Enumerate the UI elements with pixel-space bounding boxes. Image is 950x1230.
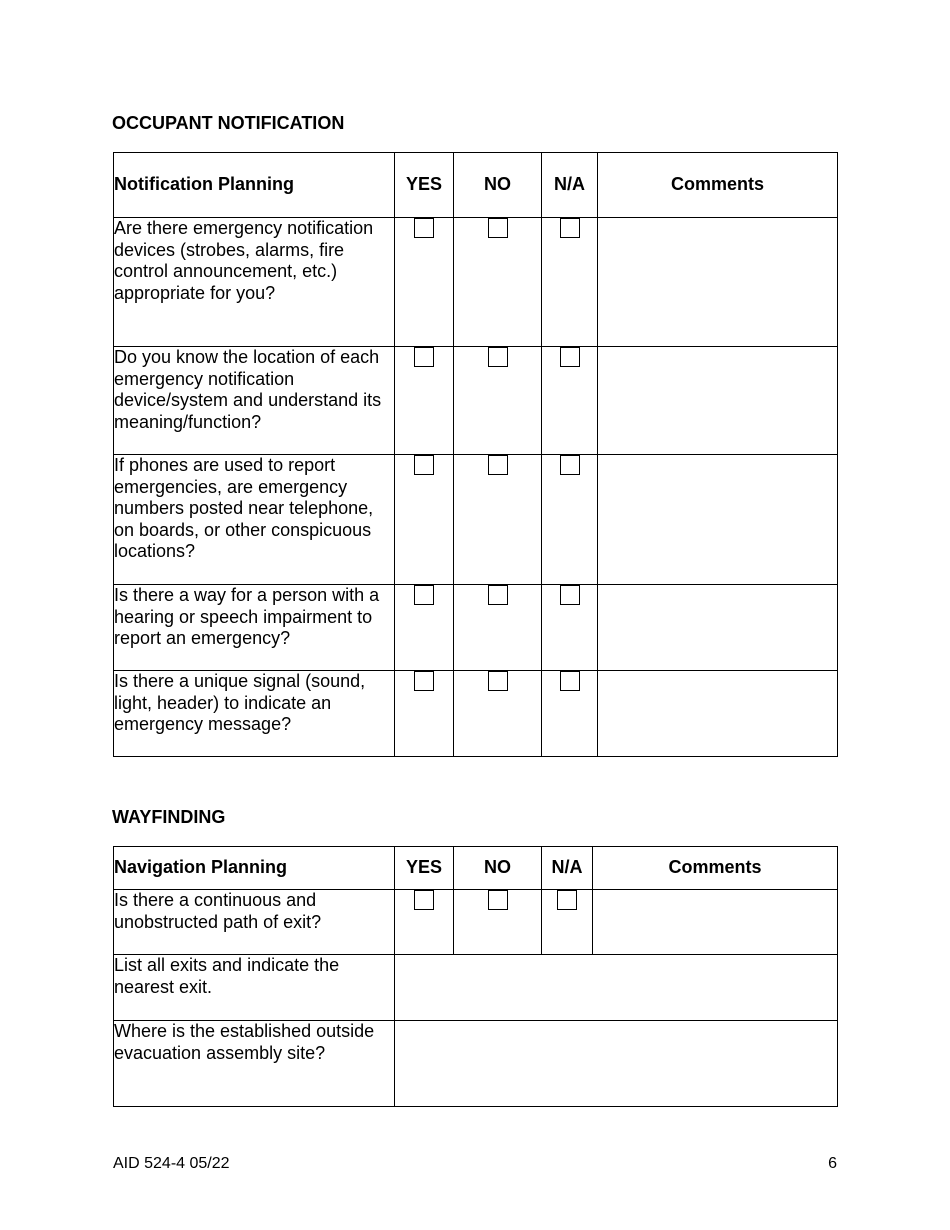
yes-cell [395,347,454,455]
comments-cell[interactable] [598,585,838,671]
na-cell [542,585,598,671]
na-checkbox[interactable] [557,890,577,910]
no-checkbox[interactable] [488,218,508,238]
column-header-no: NO [454,847,542,890]
column-header-comments: Comments [593,847,838,890]
yes-cell [395,455,454,585]
yes-cell [395,671,454,757]
form-identifier: AID 524-4 05/22 [113,1155,230,1172]
column-header-no: NO [454,153,542,218]
table-header-row [114,153,838,218]
column-header-comments: Comments [598,153,838,218]
no-checkbox[interactable] [488,455,508,475]
yes-cell [395,890,454,955]
no-checkbox[interactable] [488,890,508,910]
table-row [114,955,838,1021]
na-cell [542,218,598,347]
question-text: If phones are used to report emergencies, are emergency numbers posted near telephone, on boards, or other conspicuous locations? [114,455,395,585]
yes-checkbox[interactable] [414,890,434,910]
no-cell [454,218,542,347]
na-checkbox[interactable] [560,218,580,238]
question-text: Where is the established outside evacuation assembly site? [114,1021,395,1107]
no-checkbox[interactable] [488,347,508,367]
na-checkbox[interactable] [560,455,580,475]
yes-cell [395,218,454,347]
no-checkbox[interactable] [488,585,508,605]
column-header-navigation-planning: Navigation Planning [114,847,395,890]
no-cell [454,890,542,955]
table-row [114,1021,838,1107]
question-text: Is there a way for a person with a hearing or speech impairment to report an emergency? [114,585,395,671]
yes-checkbox[interactable] [414,218,434,238]
table-row [114,890,838,955]
column-header-yes: YES [395,847,454,890]
table-row [114,585,838,671]
wayfinding-heading: WAYFINDING [112,807,226,827]
column-header-notification-planning: Notification Planning [114,153,395,218]
question-text: Are there emergency notification devices (strobes, alarms, fire control announcement, etc.) appropriate for you? [114,218,395,347]
question-text: Do you know the location of each emergency notification device/system and understand its meaning/function? [114,347,395,455]
question-text: Is there a continuous and unobstructed path of exit? [114,890,395,955]
yes-checkbox[interactable] [414,347,434,367]
comments-cell[interactable] [598,455,838,585]
question-text: List all exits and indicate the nearest exit. [114,955,395,1021]
na-cell [542,671,598,757]
answer-cell[interactable] [395,955,838,1021]
table-row [114,218,838,347]
yes-checkbox[interactable] [414,671,434,691]
comments-cell[interactable] [598,347,838,455]
no-checkbox[interactable] [488,671,508,691]
na-checkbox[interactable] [560,671,580,691]
column-header-yes: YES [395,153,454,218]
comments-cell[interactable] [598,671,838,757]
occupant-notification-heading: OCCUPANT NOTIFICATION [112,113,345,133]
column-header-na: N/A [542,153,598,218]
na-cell [542,455,598,585]
na-checkbox[interactable] [560,347,580,367]
yes-checkbox[interactable] [414,455,434,475]
navigation-planning-table [113,846,838,1107]
no-cell [454,347,542,455]
yes-cell [395,585,454,671]
page-number: 6 [828,1155,837,1172]
no-cell [454,455,542,585]
na-cell [542,347,598,455]
table-row [114,671,838,757]
notification-planning-table [113,152,838,757]
na-cell [542,890,593,955]
no-cell [454,585,542,671]
na-checkbox[interactable] [560,585,580,605]
table-row [114,455,838,585]
column-header-na: N/A [542,847,593,890]
table-header-row [114,847,838,890]
question-text: Is there a unique signal (sound, light, header) to indicate an emergency message? [114,671,395,757]
comments-cell[interactable] [593,890,838,955]
no-cell [454,671,542,757]
yes-checkbox[interactable] [414,585,434,605]
answer-cell[interactable] [395,1021,838,1107]
comments-cell[interactable] [598,218,838,347]
table-row [114,347,838,455]
